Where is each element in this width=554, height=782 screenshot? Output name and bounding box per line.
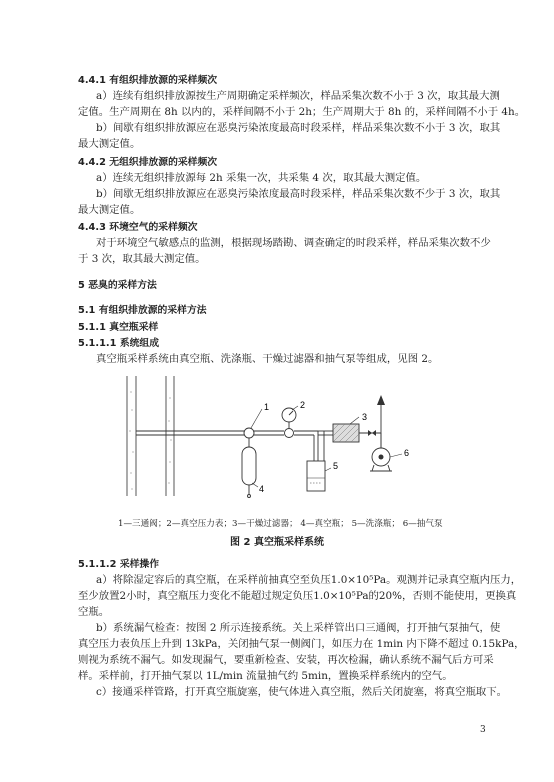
exhaust-arrow-icon xyxy=(377,395,385,405)
para-4-4-1-a-line1: a）连续有组织排放源按生产周期确定采样频次，样品采集次数不小于 3 次，取其最大测 xyxy=(96,90,500,102)
heading-5-1-1-1: 5.1.1.1 系统组成 xyxy=(78,338,160,349)
page-number: 3 xyxy=(480,725,486,735)
para-4-4-1-a-line2: 定值。生产周期在 8h 以内的，采样间隔不小于 2h；生产周期大于 8h 的，采样间隔不小于 4h。 xyxy=(78,106,526,118)
figure-label-1: 1 xyxy=(264,402,270,412)
heading-5-1-1: 5.1.1 真空瓶采样 xyxy=(78,322,159,333)
figure-label-5: 5 xyxy=(333,461,339,471)
para-5-1-1-2-a-line3: 空瓶。 xyxy=(78,606,110,618)
heading-4-4-1: 4.4.1 有组织排放源的采样频次 xyxy=(78,75,218,86)
para-5-1-1-2-b-line3: 则视为系统不漏气。如发现漏气，要重新检查、安装，再次检漏，确认系统不漏气后方可采 xyxy=(78,654,494,666)
para-5-1-1-2-b-line4: 样。采样前，打开抽气泵以 1L/min 流量抽气约 5min，置换采样系统内的空气。 xyxy=(78,670,453,682)
three-way-valve-1 xyxy=(244,428,254,438)
figure-label-4: 4 xyxy=(259,484,265,494)
duct-wall xyxy=(127,376,174,496)
para-4-4-2-b-line1: b）间歇无组织排放源应在恶臭污染浓度最高时段采样，样品采集次数不少于 3 次，取其 xyxy=(96,188,501,200)
para-4-4-1-b-line1: b）间歇有组织排放源应在恶臭污染浓度最高时段采样，样品采集次数不小于 3 次，取其 xyxy=(96,122,501,134)
pump-valve xyxy=(368,430,372,436)
heading-4-4-2: 4.4.2 无组织排放源的采样频次 xyxy=(78,157,218,168)
para-5-1-1-2-b-line1: b）系统漏气检查：按图 2 所示连接系统。关上采样管出口三通阀，打开抽气泵抽气，使 xyxy=(96,622,501,634)
heading-4-4-3: 4.4.3 环境空气的采样频次 xyxy=(78,222,198,233)
washing-bottle-5 xyxy=(307,461,325,491)
para-4-4-2-b-line2: 最大测定值。 xyxy=(78,204,141,216)
para-5-1-1-2-b-line2: 真空压力表负压上升到 13kPa，关闭抽气泵一侧阀门，如压力在 1min 内下降不超过 0.15kPa， xyxy=(78,638,525,650)
para-5-1-1-2-c-line1: c）接通采样管路，打开真空瓶旋塞，使气体进入真空瓶，然后关闭旋塞，将真空瓶取下。 xyxy=(96,686,508,698)
figure-label-6: 6 xyxy=(404,448,410,458)
para-4-4-2-a: a）连续无组织排放源每 2h 采集一次，共采集 4 次，取其最大测定值。 xyxy=(96,172,427,184)
figure-label-3: 3 xyxy=(362,412,368,422)
para-5-1-1-2-a-line1: a）将除湿定容后的真空瓶，在采样前抽真空至负压1.0×10⁵Pa。观测并记录真空瓶内压力， xyxy=(96,574,522,586)
figure-legend: 1—三通阀；2—真空压力表；3—干燥过滤器； 4—真空瓶； 5—洗涤瓶； 6—抽气泵 xyxy=(118,519,443,529)
figure-caption: 图 2 真空瓶采样系统 xyxy=(230,537,324,548)
para-5-1-1-1: 真空瓶采样系统由真空瓶、洗涤瓶、干燥过滤器和抽气泵等组成，见图 2。 xyxy=(96,353,439,365)
para-4-4-3-line2: 于 3 次，取其最大测定值。 xyxy=(78,253,206,265)
para-4-4-3-line1: 对于环境空气敏感点的监测，根据现场踏勘、调查确定的时段采样，样品采集次数不少 xyxy=(96,237,491,249)
pressure-gauge-2 xyxy=(282,408,296,438)
heading-5: 5 恶臭的采样方法 xyxy=(78,280,157,291)
dry-filter-3 xyxy=(333,424,359,442)
heading-5-1: 5.1 有组织排放源的采样方法 xyxy=(78,305,207,316)
para-4-4-1-b-line2: 最大测定值。 xyxy=(78,138,141,150)
heading-5-1-1-2: 5.1.1.2 采样操作 xyxy=(78,559,160,570)
figure-label-2: 2 xyxy=(300,400,306,410)
vacuum-bottle-4 xyxy=(242,447,256,498)
para-5-1-1-2-a-line2: 至少放置2小时，真空瓶压力变化不能超过规定负压1.0×10⁵Pa的20%，否则不能使用，更换真 xyxy=(78,590,517,602)
